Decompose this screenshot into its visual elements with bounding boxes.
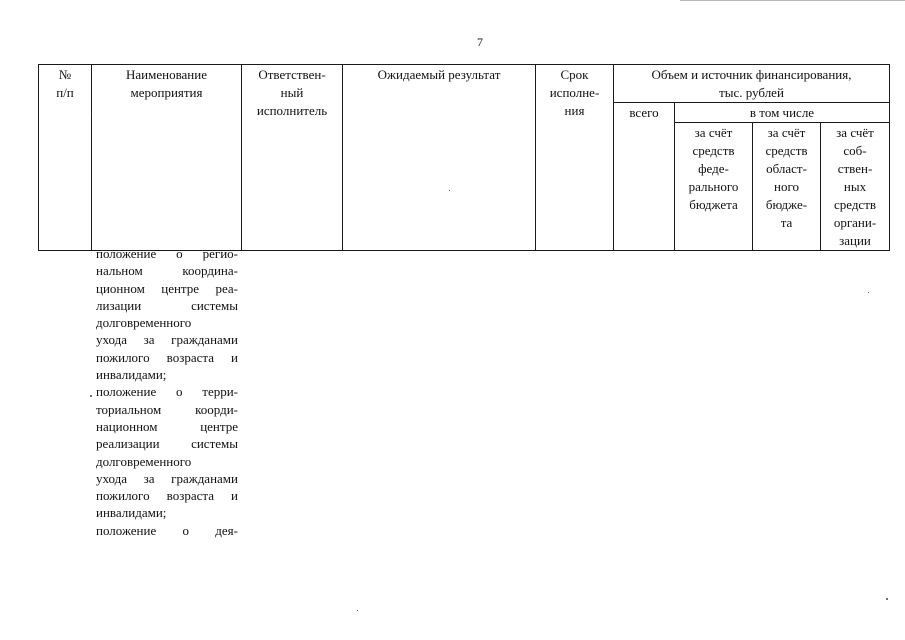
header-term: Срок исполне- ния [536,65,614,251]
continuation-line: пожилого возраста и [96,488,238,504]
continuation-line: инвалидами; [96,367,167,383]
scan-speck [868,292,869,293]
continuation-line: реализации системы [96,436,238,452]
continuation-line: долговременного [96,315,192,331]
event-name-continuation [96,245,238,539]
scan-speck [886,598,888,600]
scan-speck [357,610,358,611]
continuation-line: пожилого возраста и [96,349,238,365]
header-event-name: Наименование мероприятия [92,65,242,251]
header-regional-budget: за счёт средств област- ного бюдже- та [753,123,821,251]
continuation-line: ционном центре реа- [96,280,238,296]
scan-speck [90,395,92,397]
header-funding: Объем и источник финансирования, тыс. рублей [614,65,890,103]
header-own-funds: за счёт соб- ствен- ных средств органи- зации [821,123,890,251]
table-header [38,64,890,251]
header-no: № п/п [39,65,92,251]
continuation-line: ториальном коорди- [96,401,238,417]
continuation-line: положение о регио- [96,246,238,261]
funding-table-header [38,64,890,251]
continuation-line: нальном координа- [96,263,238,279]
continuation-line: ухода за гражданами [96,332,238,348]
continuation-line: долговременного [96,453,192,469]
header-including: в том числе [675,103,890,123]
continuation-line: ухода за гражданами [96,470,238,486]
continuation-line: инвалидами; [96,505,167,521]
scan-speck [449,190,450,191]
header-expected-result: Ожидаемый результат [343,65,536,251]
continuation-line: национном центре [96,418,238,434]
header-responsible: Ответствен- ный исполнитель [242,65,343,251]
top-rule [680,0,905,1]
scan-speck [91,113,92,114]
continuation-line: лизации системы [96,297,238,313]
header-federal-budget: за счёт средств феде- рального бюджета [675,123,753,251]
page-number: 7 [477,35,483,49]
continuation-line: положение о терри- [96,384,238,400]
continuation-line: положение о дея- [96,522,238,538]
header-total: всего [614,103,675,251]
